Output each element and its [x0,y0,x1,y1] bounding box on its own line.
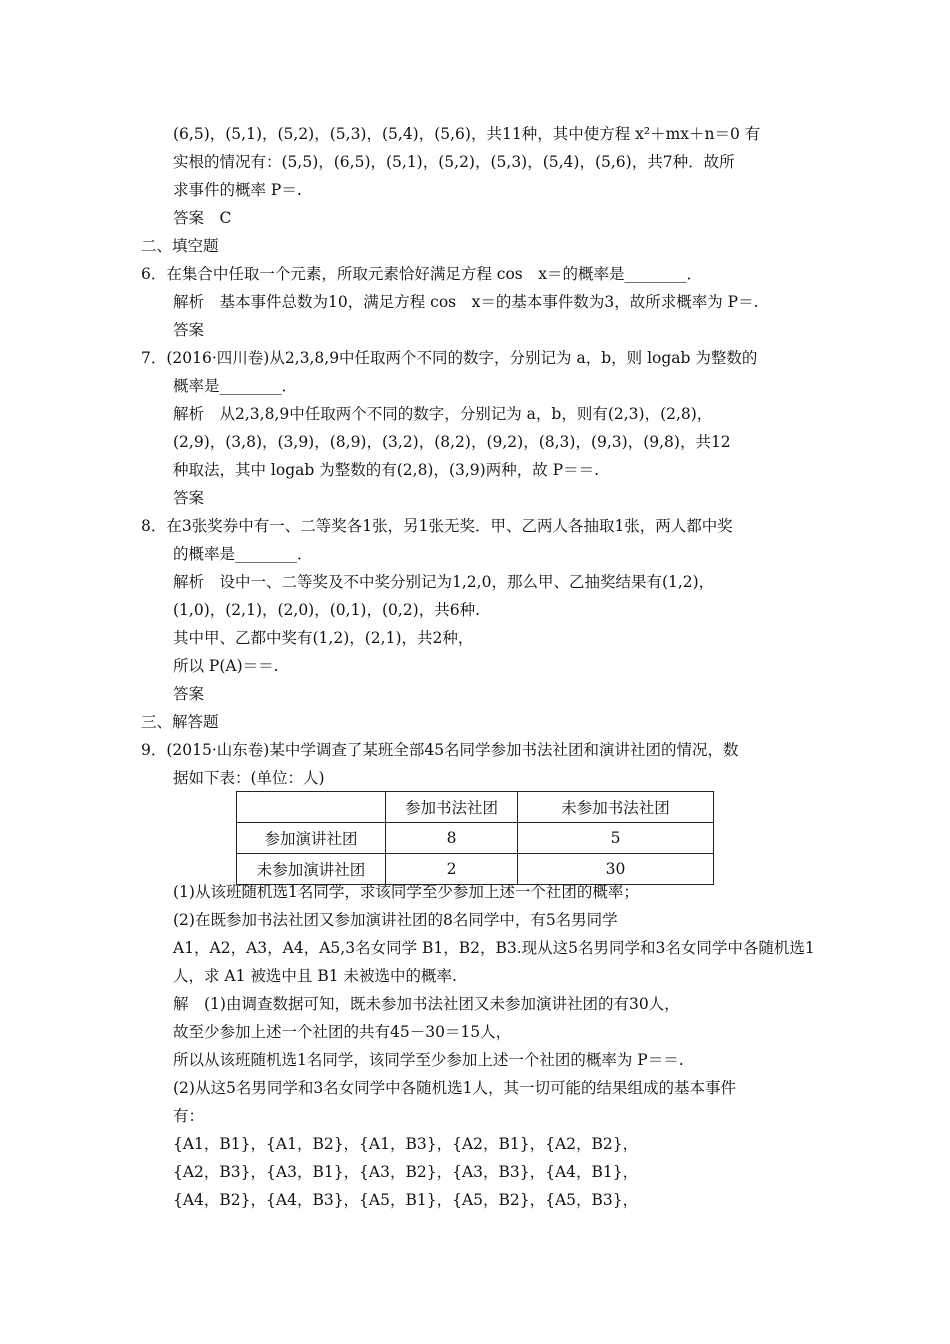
text-line: 所以从该班随机选1名同学，该同学至少参加上述一个社团的概率为 P＝＝. [173,1051,684,1069]
text-line: 有： [173,1107,205,1125]
question-7: 7．(2016·四川卷)从2,3,8,9中任取两个不同的数字，分别记为 a，b，则 logab 为整数的 [141,349,758,367]
text-line: 其中甲、乙都中奖有(1,2)，(2,1)，共2种， [173,629,474,647]
text-line: 求事件的概率 P＝. [173,181,302,199]
question-9: 9．(2015·山东卷)某中学调查了某班全部45名同学参加书法社团和演讲社团的情况，数 [141,741,739,759]
text-line: (2)从这5名男同学和3名女同学中各随机选1人，其一切可能的结果组成的基本事件 [173,1079,737,1097]
section-heading: 三、解答题 [141,713,219,731]
table-cell: 30 [518,854,714,885]
answer-line: 答案 C [173,209,232,227]
text-line: 种取法，其中 logab 为整数的有(2,8)，(3,9)两种，故 P＝＝. [173,461,600,479]
analysis-line: 解析 设中一、二等奖及不中奖分别记为1,2,0，那么甲、乙抽奖结果有(1,2)， [173,573,715,591]
table-cell: 8 [386,823,518,854]
text-line: 据如下表：(单位：人) [173,769,325,787]
survey-table [236,791,714,885]
text-line: (6,5)，(5,1)，(5,2)，(5,3)，(5,4)，(5,6)，共11种，其中使方程 x²＋mx＋n＝0 有 [173,125,761,143]
text-line: {A2，B3}，{A3，B1}，{A3，B2}，{A3，B3}，{A4，B1}， [173,1163,639,1181]
text-line: {A4，B2}，{A4，B3}，{A5，B1}，{A5，B2}，{A5，B3}， [173,1191,639,1209]
text-line: 人，求 A1 被选中且 B1 未被选中的概率. [173,967,457,985]
table-row [237,823,714,854]
analysis-line: 解析 基本事件总数为10，满足方程 cos x＝的基本事件数为3，故所求概率为 P＝. [173,293,759,311]
answer-line: 答案 [173,685,205,703]
table-row [237,854,714,885]
text-line: 故至少参加上述一个社团的共有45－30＝15人， [173,1023,512,1041]
table-cell [237,792,386,823]
table-cell: 未参加演讲社团 [237,854,386,885]
section-heading: 二、填空题 [141,237,219,255]
text-line: (2)在既参加书法社团又参加演讲社团的8名同学中，有5名男同学 [173,911,618,929]
table-cell: 5 [518,823,714,854]
table-header-row [237,792,714,823]
text-line: A1，A2，A3，A4，A5,3名女同学 B1，B2，B3.现从这5名男同学和3名女同学中各随机选1 [173,939,815,957]
text-line: 的概率是________． [173,545,313,563]
text-line: {A1，B1}，{A1，B2}，{A1，B3}，{A2，B1}，{A2，B2}， [173,1135,639,1153]
table-cell: 参加演讲社团 [237,823,386,854]
answer-line: 答案 [173,321,205,339]
analysis-line: 解析 从2,3,8,9中任取两个不同的数字，分别记为 a，b，则有(2,3)，(2,8)， [173,405,713,423]
text-line: (2,9)，(3,8)，(3,9)，(8,9)，(3,2)，(8,2)，(9,2)，(8,3)，(9,3)，(9,8)，共12 [173,433,731,451]
text-line: 实根的情况有：(5,5)，(6,5)，(5,1)，(5,2)，(5,3)，(5,4)，(5,6)，共7种．故所 [173,153,735,171]
text-line: (1)从该班随机选1名同学，求该同学至少参加上述一个社团的概率； [173,883,639,901]
text-line: 所以 P(A)＝＝. [173,657,279,675]
text-line: (1,0)，(2,1)，(2,0)，(0,1)，(0,2)，共6种. [173,601,481,619]
table-cell: 未参加书法社团 [518,792,714,823]
answer-line: 答案 [173,489,205,507]
question-8: 8．在3张奖券中有一、二等奖各1张，另1张无奖．甲、乙两人各抽取1张，两人都中奖 [141,517,733,535]
table-cell: 2 [386,854,518,885]
table-cell: 参加书法社团 [386,792,518,823]
solution-line: 解 (1)由调查数据可知，既未参加书法社团又未参加演讲社团的有30人， [173,995,680,1013]
text-line: 概率是________． [173,377,298,395]
question-6: 6．在集合中任取一个元素，所取元素恰好满足方程 cos x＝的概率是________． [141,265,702,283]
